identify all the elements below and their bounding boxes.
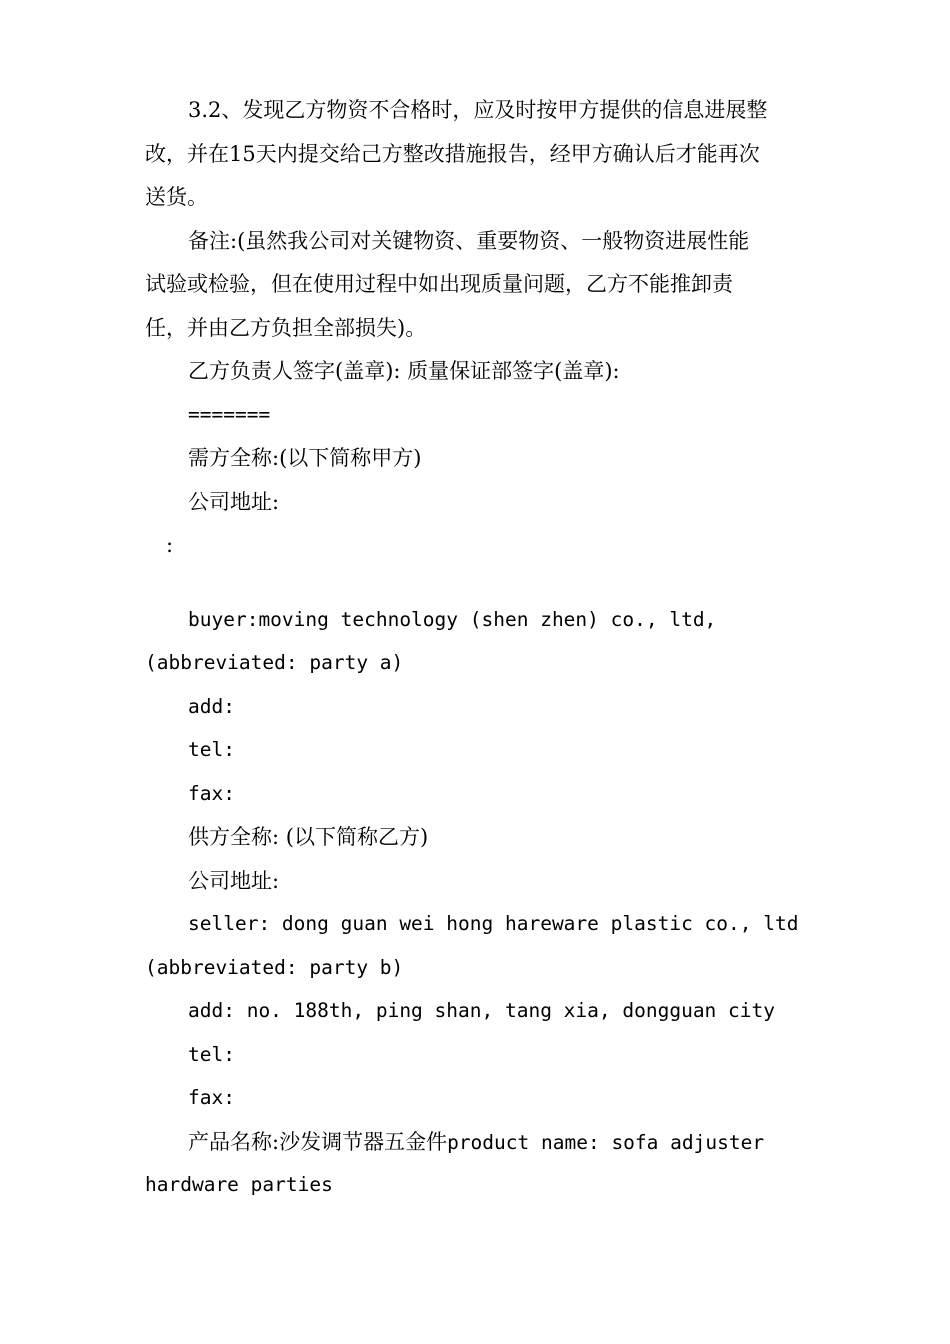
separator: =======: [188, 403, 271, 426]
buyer-abbrev: (abbreviated: party a): [145, 651, 404, 674]
buyer-tel: tel:: [188, 738, 235, 761]
product-name-cn: 产品名称:沙发调节器五金件: [188, 1130, 448, 1154]
buyer-name-cn: 需方全称:(以下简称甲方): [188, 446, 422, 470]
seller-abbrev: (abbreviated: party b): [145, 956, 404, 979]
buyer-add: add:: [188, 695, 235, 718]
note-line: 备注:(虽然我公司对关键物资、重要物资、一般物资进展性能: [188, 229, 750, 253]
paragraph-line: 改，并在15天内提交给己方整改措施报告，经甲方确认后才能再次: [145, 142, 760, 166]
buyer-fax: fax:: [188, 782, 235, 805]
product-line: [188, 1127, 868, 1158]
note-line: 任，并由乙方负担全部损失)。: [145, 316, 427, 340]
signature-line: 乙方负责人签字(盖章): 质量保证部签字(盖章):: [188, 359, 620, 383]
note-line: 试验或检验，但在使用过程中如出现质量问题，乙方不能推卸责: [145, 272, 733, 296]
seller-fax: fax:: [188, 1086, 235, 1109]
seller-address-cn: 公司地址:: [188, 869, 280, 893]
seller-add: add: no. 188th, ping shan, tang xia, dongguan city: [188, 999, 775, 1022]
buyer-address-cn: 公司地址:: [188, 490, 280, 514]
seller-name-en: seller: dong guan wei hong hareware plastic co., ltd: [188, 912, 799, 935]
product-name-en: product name: sofa adjuster: [447, 1131, 765, 1154]
seller-tel: tel:: [188, 1043, 235, 1066]
paragraph-line: 送货。: [145, 185, 208, 209]
colon-line: :: [166, 533, 174, 557]
seller-name-cn: 供方全称: (以下简称乙方): [188, 825, 429, 849]
paragraph-line: 3.2、发现乙方物资不合格时，应及时按甲方提供的信息进展整: [188, 98, 768, 122]
product-name-en-cont: hardware parties: [145, 1173, 333, 1196]
buyer-name-en: buyer:moving technology (shen zhen) co., ltd,: [188, 608, 717, 631]
